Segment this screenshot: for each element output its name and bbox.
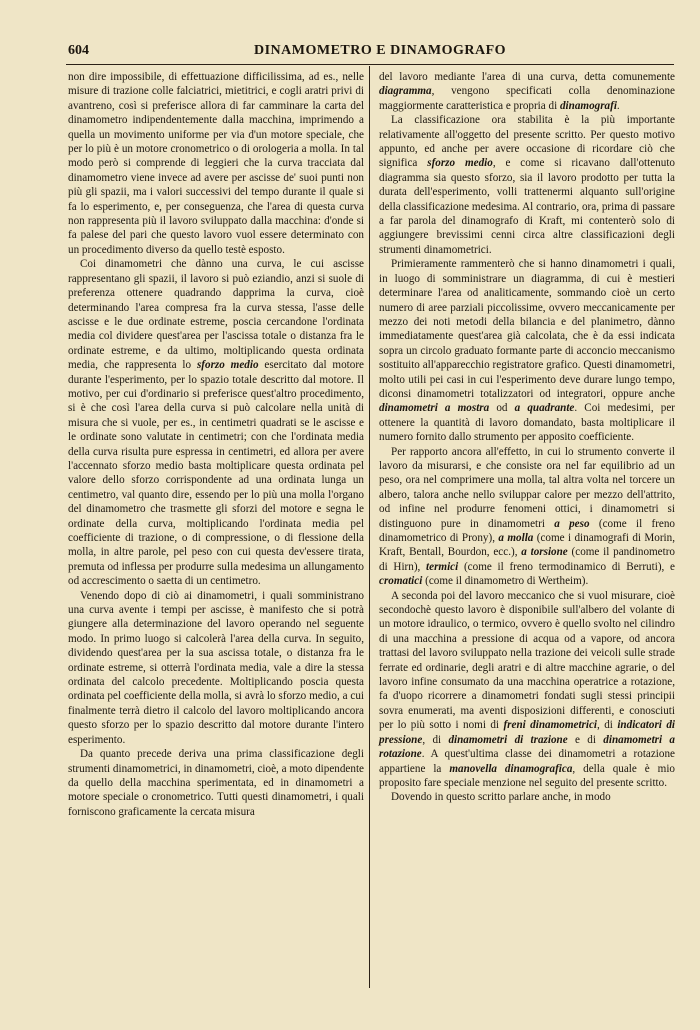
text-run: Venendo dopo di ciò ai dinamometri, i quali somministrano una curva avente i tempi per ascisse, è manifesto che si potrà giungere alla determinazione del lavoro operando nel seguente modo. In primo luogo si calcolerà l'area della curva. In seguito, dividendo quest'area per la sua ascissa totale, o distanza fra le ordinate estreme, si otterrà l'ordinata media, vale a dire la stessa ordinata del calcolo precedente. Moltiplicando poscia questa ordinata pel coefficiente della molla, si avrà lo sforzo medio, a cui finalmente terrà dietro il calcolo del lavoro moltiplicando ancora questo sforzo per lo spazio descritto dal motore durante l'intero esperimento.	[68, 589, 364, 746]
text-run: Dovendo in questo scritto parlare anche, in modo	[391, 791, 611, 804]
text-run: . Coi medesimi, per ottenere la quantità di lavoro domandato, basta moltiplicare il numero fornito dallo strumento per apposito coefficiente.	[379, 402, 675, 444]
paragraph	[68, 747, 364, 819]
header-rule	[66, 64, 674, 65]
text-run: od	[489, 402, 515, 415]
emphasized-term: indicatori di pressione	[379, 719, 675, 746]
paragraph	[379, 589, 675, 791]
emphasized-term: a torsione	[521, 546, 568, 559]
emphasized-term: a quadrante	[514, 402, 575, 415]
text-run: esercitato dal motore durante l'esperimento, per lo spazio totale descritto dal motore. Il motivo, per cui d'ordinario si preferisce quest'altro procedimento, si è che così l'area della curva si può calcolare nella unità di misura che si vuole, per es., in centimetri quadrati se le ascisse e le ordinate sono valutate in centimetri; con che l'ordinata media della curva risulta pure espressa in centimetri, ed allora per avere l'accennato sforzo medio basta moltiplicare questa ordinata pel valore dello sforzo corrispondente ad una ordinata lunga un centimetro, val quanto dire, essendo per lo più una molla l'organo del dinamometro che trasmette gli sforzi del motore e segna le ordinate della curva, moltiplicando l'ordinata media pel coefficiente di trazione, o di compressione, o di flessione della molla, in altre parole, pel peso con cui questa dev'essere tirata, premuta od inflessa per produrre sulla medesima un allungamento od accrescimento o saetta di un centimetro.	[68, 359, 364, 588]
emphasized-term: sforzo medio	[196, 359, 259, 372]
text-run: e di	[567, 733, 604, 746]
right-column	[379, 70, 675, 805]
text-run: . A quest'ultima classe dei dinamometri a rotazione appartiene la	[379, 748, 675, 775]
paragraph	[379, 445, 675, 589]
emphasized-term: cromatici	[379, 575, 423, 588]
paragraph	[379, 790, 675, 804]
paragraph	[68, 589, 364, 747]
text-run: Per rapporto ancora all'effetto, in cui lo strumento converte il lavoro da misurarsi, e che consiste ora nel far equilibrio ad un peso, ora nel comprimere una molla, tal altra volta nel torcere un albero, talora anche nello sviluppar calore per mezzo dell'attrito, od infine nel produrre fenomeni ottici, i dinamometri si distinguono pure in dinamometri	[379, 445, 675, 530]
text-run: Coi dinamometri che dànno una curva, le cui ascisse rappresentano gli spazii, il lavoro si può eziandio, anzi si suole di preferenza ottenere quadrando dapprima la curva, cioè determinando l'area compresa fra la curva stessa, l'asse delle ascisse e le due ordinate estreme, poscia cercandone l'ordinata media col dividere quest'area per l'ascissa totale o distanza fra le ordinate estreme, e da ultimo, moltiplicando questa ordinata media, che rappresenta lo	[68, 258, 364, 372]
emphasized-term: sforzo medio	[427, 157, 493, 170]
emphasized-term: manovella dinamografica	[449, 762, 573, 775]
text-run: , vengono specificati colla denominazione maggiormente caratteristica e propria di	[379, 85, 675, 112]
text-run: , di	[422, 733, 449, 746]
text-run: del lavoro mediante l'area di una curva, detta comunemente	[379, 71, 675, 83]
text-run: , e come si ricavano dall'ottenuto diagramma sia questo sforzo, sia il lavoro prodotto per tutta la durata dell'esperimento, volli trattenermi alquanto sull'origine della classificazione medesima. Al contrario, ora, prima di passare a far parola del dinamografo di Kraft, mi contenterò solo di aggiungere brevissimi cenni circa altre classificazioni degli strumenti dinamometrici.	[379, 157, 675, 256]
page-number: 604	[68, 43, 89, 58]
text-run: .	[616, 99, 620, 112]
emphasized-term: dinamometri a mostra	[379, 402, 490, 415]
text-run: A seconda poi del lavoro meccanico che si vuol misurare, cioè secondochè questo lavoro è disponibile sull'albero del volante di un motore idraulico, o termico, ovvero è quello svolto nel cilindro di una macchina a pressione di acqua od a vapore, od ancora trattasi del lavoro sviluppato nella trazione dei veicoli sulle strade ferrate ed ordinarie, degli aratri e di altre macchine agrarie, o del lavoro infine consumato da una macchina operatrice a rotazione, fa d'uopo ricorrere a dinamometri fondati sugli stessi principii sovra enumerati, ma aventi disposizioni differenti, e conosciuti per lo più sotto i nomi di	[379, 589, 675, 732]
emphasized-term: freni dinamometrici	[503, 719, 598, 732]
text-run: (come il pandinometro di Hirn),	[379, 546, 676, 573]
paragraph	[379, 70, 675, 113]
text-run: (come il freno dinamometrico di Prony),	[379, 517, 675, 544]
emphasized-term: diagramma	[379, 85, 432, 98]
text-run: Primieramente rammenterò che si hanno dinamometri i quali, in luogo di somministrare un diagramma, di cui è mestieri determinare l'area od analiticamente, sommando cioè un certo numero di aree parziali piccolissime, ovvero meccanicamente per mezzo dei noti metodi della bilancia e del planimetro, dànno immediatamente quest'area già calcolata, che è da essi indicata sopra un circolo graduato formante parte di acconcio meccanismo sostituito all'apparecchio registratore grafico. Questi dinamometri, molto utili pei casi in cui l'esperimento deve durare lungo tempo, diconsi dinamometri totalizzatori od integratori, oppure anche	[379, 258, 675, 400]
text-run: Da quanto precede deriva una prima classificazione degli strumenti dinamometrici, in dinamometri, cioè, a moto dipendente da quello della macchina sperimentata, ed in dinamometri a motore speciale o cronometrico. Tutti questi dinamometri, i quali forniscono graficamente la cercata misura	[68, 748, 364, 818]
emphasized-term: dinamometri a rotazione	[379, 733, 675, 761]
text-run: (come il freno termodinamico di Berruti), e	[458, 560, 675, 573]
text-run: (come i dinamografi di Morin, Kraft, Bentall, Bourdon, ecc.),	[379, 532, 676, 559]
text-run: , della quale è mio proposito fare speciale menzione nel seguito del presente scritto.	[379, 762, 675, 789]
paragraph	[379, 257, 675, 444]
emphasized-term: termici	[426, 560, 459, 573]
text-run: (come il dinamometro di Wertheim).	[422, 575, 589, 588]
text-run: , di	[597, 719, 618, 732]
paragraph	[68, 70, 364, 257]
running-title: DINAMOMETRO E DINAMOGRAFO	[254, 43, 507, 58]
paragraph	[68, 257, 364, 588]
emphasized-term: dinamometri di trazione	[448, 733, 568, 746]
left-column	[68, 70, 364, 819]
text-run: La classificazione ora stabilita è la più importante relativamente all'oggetto del presente scritto. Per questo motivo appunto, ed anche per avere occasione di ricordare ciò che significa	[379, 114, 675, 170]
emphasized-term: a peso	[554, 517, 590, 530]
column-divider	[369, 66, 370, 988]
text-run: non dire impossibile, di effettuazione difficilissima, ad es., nelle misure di trazione colle falciatrici, mietitrici, e cogli aratri privi di avantreno, così si preferisce allora di far camminare la carta del dinamometro indipendentemente dalla macchina, imprimendo a quella un movimento uniforme per via d'un motore speciale, che per lo più è un motore cronometrico o di orologeria a molla. In tal modo però si comprende di leggieri che la curva tracciata dal dinamometro viene invece ad avere per ascisse de' suoi punti non più gli spazii, ma i valori successivi del tempo durante il quale si fa lo esperimento, e, per conseguenza, che l'area di questa curva non rappresenta più il lavoro sviluppato dalla macchina: d'onde si fa palese del pari che questo lavoro vuol essere determinato con un procedimento diverso da quello testè esposto.	[68, 71, 364, 256]
page-header	[0, 38, 700, 60]
emphasized-term: a molla	[498, 532, 534, 544]
emphasized-term: dinamografi	[559, 99, 617, 112]
paragraph	[379, 113, 675, 257]
